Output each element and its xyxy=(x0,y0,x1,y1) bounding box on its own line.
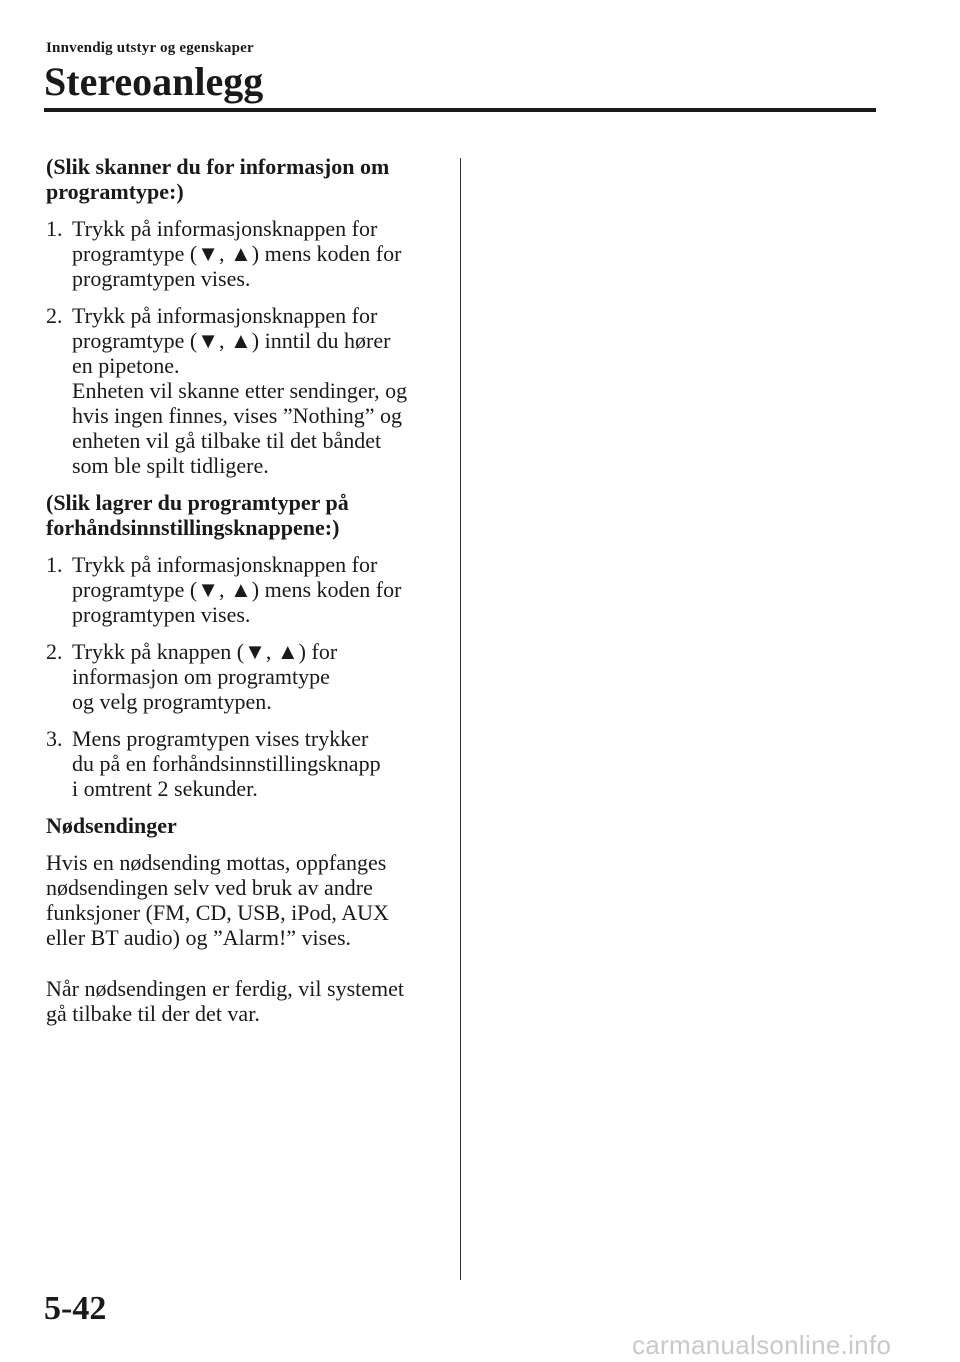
step-text: Enheten vil skanne etter sendinger, og xyxy=(72,378,408,403)
store-heading: (Slik lagrer du programtyper på forhåndsinnstillingsknappene:) xyxy=(46,490,349,540)
step-text: Trykk på informasjonsknappen for xyxy=(72,216,378,241)
paragraph-text: Når nødsendingen er ferdig, vil systemet xyxy=(46,976,405,1001)
header-rule xyxy=(44,108,876,112)
step-text: Mens programtypen vises trykker xyxy=(72,726,369,751)
step-number: 2. xyxy=(46,303,63,328)
scan-steps xyxy=(46,216,446,478)
emergency-paragraph-2 xyxy=(46,976,446,1026)
section-label: Innvendig utstyr og egenskaper xyxy=(46,40,254,56)
scan-step-2 xyxy=(46,303,446,478)
page-number: 5-42 xyxy=(44,1290,107,1327)
step-text: programtype (▼, ▲) mens koden for xyxy=(72,577,402,602)
step-number: 2. xyxy=(46,639,63,664)
emergency-heading: Nødsendinger xyxy=(46,813,177,838)
paragraph-text: funksjoner (FM, CD, USB, iPod, AUX xyxy=(46,900,389,925)
scan-heading: (Slik skanner du for informasjon om programtype:) xyxy=(46,154,390,204)
paragraph-text: nødsendingen selv ved bruk av andre xyxy=(46,875,373,900)
left-column xyxy=(46,154,446,1038)
step-text: i omtrent 2 sekunder. xyxy=(72,776,258,801)
step-text: Trykk på knappen (▼, ▲) for xyxy=(72,639,338,664)
step-text: hvis ingen finnes, vises ”Nothing” og xyxy=(72,403,402,428)
column-divider xyxy=(460,158,461,1280)
store-steps xyxy=(46,552,446,801)
emergency-paragraph-1 xyxy=(46,850,446,950)
step-number: 1. xyxy=(46,216,63,241)
step-text: informasjon om programtype xyxy=(72,664,330,689)
watermark: carmanualsonline.info xyxy=(632,1330,892,1360)
scan-step-1 xyxy=(46,216,446,291)
step-number: 1. xyxy=(46,552,63,577)
step-text: en pipetone. xyxy=(72,353,180,378)
step-text: Trykk på informasjonsknappen for xyxy=(72,303,378,328)
store-step-3 xyxy=(46,726,446,801)
store-step-1 xyxy=(46,552,446,627)
paragraph-text: eller BT audio) og ”Alarm!” vises. xyxy=(46,925,352,950)
paragraph-text: gå tilbake til der det var. xyxy=(46,1001,260,1026)
step-text: programtypen vises. xyxy=(72,266,251,291)
chapter-title: Stereoanlegg xyxy=(44,59,264,104)
step-text: enheten vil gå tilbake til det båndet xyxy=(72,428,382,453)
step-text: programtype (▼, ▲) inntil du hører xyxy=(72,328,391,353)
step-text: Trykk på informasjonsknappen for xyxy=(72,552,378,577)
step-text: og velg programtypen. xyxy=(72,689,272,714)
store-step-2 xyxy=(46,639,446,714)
step-text: du på en forhåndsinnstillingsknapp xyxy=(72,751,381,776)
step-text: som ble spilt tidligere. xyxy=(72,453,269,478)
step-text: programtypen vises. xyxy=(72,602,251,627)
paragraph-text: Hvis en nødsending mottas, oppfanges xyxy=(46,850,387,875)
step-number: 3. xyxy=(46,726,63,751)
step-text: programtype (▼, ▲) mens koden for xyxy=(72,241,402,266)
